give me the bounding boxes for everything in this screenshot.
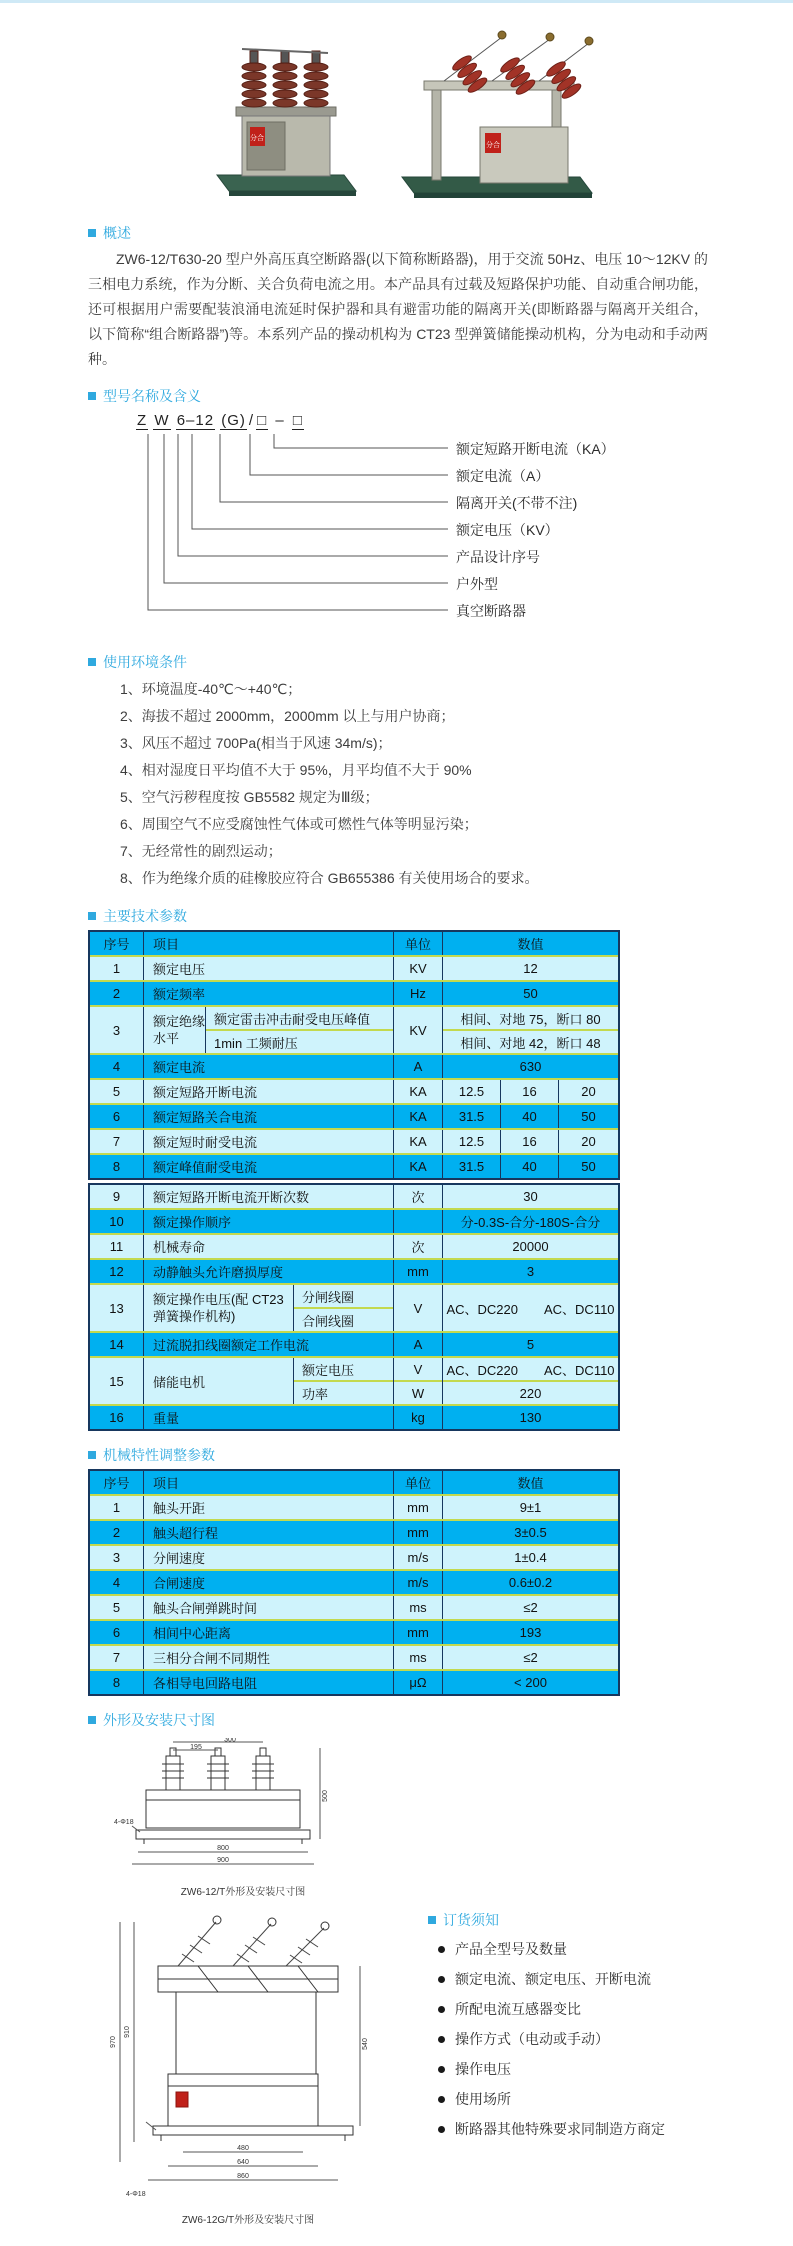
cell-item: 额定短时耐受电流 (144, 1130, 394, 1153)
cell-value: 30 (523, 1189, 538, 1204)
order-item-label: 产品全型号及数量 (455, 1941, 567, 1957)
cell-value: 31.5 (443, 1155, 501, 1178)
cell-unit: mm (394, 1521, 443, 1544)
cell-subitem: 合闸线圈 (294, 1307, 393, 1331)
model-token: 6–12 (176, 412, 215, 429)
section-bullet-icon (88, 1716, 96, 1724)
model-label: 真空断路器 (456, 603, 526, 619)
col-header-item: 项目 (144, 932, 394, 955)
cell-item-subrows (294, 1358, 393, 1404)
section-bullet-icon (428, 1916, 436, 1924)
section-title: 机械特性调整参数 (103, 1447, 215, 1463)
cell-value: 20000 (512, 1239, 549, 1254)
cell-unit: ms (394, 1596, 443, 1619)
cell-value: 12 (523, 961, 538, 976)
cell-value: < 200 (514, 1675, 547, 1690)
cell-no: 8 (90, 1671, 144, 1694)
cell-no: 7 (90, 1646, 144, 1669)
cell-no: 5 (90, 1080, 144, 1103)
model-labels (456, 436, 615, 625)
table-row (90, 1283, 618, 1331)
env-item: 8、作为绝缘介质的硅橡胶应符合 GB655386 有关使用场合的要求。 (120, 870, 539, 886)
order-item (438, 2054, 708, 2084)
section-title: 外形及安装尺寸图 (103, 1712, 215, 1728)
cell-value: 50 (581, 1159, 596, 1174)
cell-no: 12 (90, 1260, 144, 1283)
dim-label: 860 (237, 2173, 249, 2180)
cell-item: 额定短路开断电流开断次数 (144, 1185, 394, 1208)
cell-subitem: 分闸线圈 (302, 1289, 355, 1305)
cell-value: 0.6±0.2 (508, 1575, 553, 1590)
cell-item-group: 额定操作电压(配 CT23 弹簧操作机构) (144, 1285, 294, 1331)
main-parameters-table (88, 930, 620, 1180)
environment-list (88, 676, 708, 892)
model-label: 产品设计序号 (456, 549, 540, 565)
table-row (90, 1619, 618, 1644)
table-row (90, 1519, 618, 1544)
model-code (136, 412, 304, 429)
product-photos (0, 3, 793, 209)
main-parameters-table-part2 (88, 1183, 620, 1431)
bullet-icon (438, 2096, 445, 2103)
cell-no: 2 (90, 1521, 144, 1544)
order-item (438, 1934, 708, 1964)
cell-unit: 次 (394, 1185, 443, 1208)
cell-value: 分-0.3S-合分-180S-合分 (460, 1215, 601, 1230)
cell-no: 4 (90, 1055, 144, 1078)
cell-value (443, 1007, 618, 1053)
drawing-2-block (98, 1904, 428, 2226)
model-token: W (154, 412, 170, 429)
cell-value: ≤2 (523, 1600, 538, 1615)
env-item: 5、空气污秽程度按 GB5582 规定为Ⅲ级； (120, 789, 379, 805)
cell-value: 193 (519, 1625, 542, 1640)
cell-unit (394, 1358, 443, 1404)
cell-value: 40 (501, 1105, 559, 1128)
order-item (438, 2114, 708, 2144)
col-header-no: 序号 (90, 932, 144, 955)
table-row (90, 1331, 618, 1356)
cell-item: 过流脱扣线圈额定工作电流 (144, 1333, 394, 1356)
cell-no: 13 (90, 1285, 144, 1331)
cell-item: 额定短路关合电流 (144, 1105, 394, 1128)
cell-item-subrows (206, 1007, 393, 1053)
table-row (90, 1128, 618, 1153)
section-model-heading (88, 386, 708, 406)
table-header-row (90, 932, 618, 955)
model-label: 额定短路开断电流（KA） (456, 441, 615, 457)
cell-no: 3 (90, 1007, 144, 1053)
section-overview-heading (88, 223, 708, 243)
table-row (90, 1669, 618, 1694)
cell-no: 2 (90, 982, 144, 1005)
cell-unit: KA (394, 1080, 443, 1103)
cell-value-subrows (443, 1358, 618, 1404)
cell-no: 6 (90, 1105, 144, 1128)
cell-item: 分闸速度 (144, 1546, 394, 1569)
col-header-unit: 单位 (394, 1471, 443, 1494)
cell-item: 额定电压 (144, 957, 394, 980)
table-row (90, 1569, 618, 1594)
col-header-item: 项目 (144, 1471, 394, 1494)
cell-item: 额定峰值耐受电流 (144, 1155, 394, 1178)
cell-unit: m/s (394, 1571, 443, 1594)
section-title: 型号名称及含义 (103, 388, 201, 404)
order-item-label: 额定电流、额定电压、开断电流 (455, 1971, 651, 1987)
cell-item-group: 储能电机 (144, 1358, 294, 1404)
table-row (90, 1404, 618, 1429)
dim-label: 910 (124, 2026, 131, 2038)
dim-label: 480 (237, 2145, 249, 2152)
section-bullet-icon (88, 229, 96, 237)
env-item: 1、环境温度-40℃～+40℃； (120, 681, 302, 697)
table-row (90, 1053, 618, 1078)
env-item: 4、相对湿度日平均值不大于 95%，月平均值不大于 90% (120, 762, 472, 778)
cell-value: 16 (501, 1130, 559, 1153)
table-row (90, 1185, 618, 1208)
cell-item-subrows (294, 1285, 393, 1331)
cell-no: 11 (90, 1235, 144, 1258)
cell-no: 5 (90, 1596, 144, 1619)
model-token: – (275, 412, 285, 429)
bullet-icon (438, 2066, 445, 2073)
cell-unit: ms (394, 1646, 443, 1669)
model-label: 额定电流（A） (456, 468, 550, 484)
model-label: 户外型 (456, 576, 498, 592)
cell-subunit: W (394, 1380, 442, 1404)
cell-no: 9 (90, 1185, 144, 1208)
col-header-value: 数值 (517, 937, 544, 952)
bullet-icon (438, 2036, 445, 2043)
cell-no: 10 (90, 1210, 144, 1233)
table-row (90, 1078, 618, 1103)
env-item: 2、海拔不超过 2000mm，2000mm 以上与用户协商； (120, 708, 455, 724)
section-drawings-heading (88, 1710, 708, 1730)
cell-value: 1±0.4 (514, 1550, 547, 1565)
cell-subunit: V (413, 1361, 423, 1377)
section-title: 使用环境条件 (103, 654, 187, 670)
dim-label: 300 (224, 1738, 236, 1744)
model-label: 隔离开关(不带不注) (456, 495, 578, 511)
env-item: 6、周围空气不应受腐蚀性气体或可燃性气体等明显污染； (120, 816, 478, 832)
cell-value: 50 (581, 1109, 596, 1124)
cell-value: 3 (526, 1264, 535, 1279)
section-bullet-icon (88, 912, 96, 920)
table-row (90, 1233, 618, 1258)
cell-no: 1 (90, 957, 144, 980)
order-item-label: 操作电压 (455, 2061, 511, 2077)
breaker-photo-right (384, 23, 602, 209)
cell-subvalue: 相间、对地 42，断口 48 (443, 1029, 618, 1053)
cell-no: 15 (90, 1358, 144, 1404)
cell-item: 合闸速度 (144, 1571, 394, 1594)
table-row (90, 1494, 618, 1519)
table-row (90, 1594, 618, 1619)
cell-value: 12.5 (443, 1080, 501, 1103)
cell-unit: 次 (394, 1235, 443, 1258)
section-title: 概述 (103, 225, 131, 241)
cell-unit: KV (394, 957, 443, 980)
dim-label: 195 (190, 1744, 202, 1751)
cell-unit: A (394, 1333, 443, 1356)
cell-subvalue: AC、DC220 AC、DC110 (446, 1362, 615, 1378)
outline-drawing-2 (98, 1904, 398, 2204)
cell-value: 5 (526, 1337, 535, 1352)
env-item: 7、无经常性的剧烈运动； (120, 843, 282, 859)
cell-item (144, 1358, 394, 1404)
order-item (438, 1964, 708, 1994)
cell-value: 630 (519, 1059, 542, 1074)
badge-label: 分合 (249, 135, 264, 142)
cell-unit: mm (394, 1260, 443, 1283)
cell-unit: V (394, 1285, 443, 1331)
cell-unit: m/s (394, 1546, 443, 1569)
model-token: □ (292, 412, 303, 429)
dim-label: 640 (237, 2159, 249, 2166)
mechanical-parameters-table (88, 1469, 620, 1696)
ordering-list (428, 1934, 708, 2144)
order-item-label: 操作方式（电动或手动） (455, 2031, 609, 2047)
cell-unit (394, 1210, 443, 1233)
cell-value: 31.5 (443, 1105, 501, 1128)
section-bullet-icon (88, 392, 96, 400)
model-branch-lines (88, 434, 708, 634)
dim-label: 900 (217, 1857, 229, 1864)
table-row (90, 1103, 618, 1128)
cell-unit: mm (394, 1621, 443, 1644)
cell-unit: Hz (394, 982, 443, 1005)
table-row (90, 1644, 618, 1669)
dim-label: 970 (110, 2036, 117, 2048)
cell-no: 3 (90, 1546, 144, 1569)
section-mech-table-heading (88, 1445, 708, 1465)
cell-unit: KA (394, 1105, 443, 1128)
section-bullet-icon (88, 1451, 96, 1459)
cell-item: 额定操作顺序 (144, 1210, 394, 1233)
table-row (90, 1544, 618, 1569)
table-row (90, 1153, 618, 1178)
cell-item: 触头合闸弹跳时间 (144, 1596, 394, 1619)
cell-unit-subrows (394, 1358, 442, 1404)
cell-value: AC、DC220 AC、DC110 (446, 1301, 615, 1317)
order-item (438, 2024, 708, 2054)
cell-subitem: 1min 工频耐压 (206, 1029, 393, 1053)
dim-note: 4-Φ18 (114, 1819, 134, 1826)
cell-no: 6 (90, 1621, 144, 1644)
cell-value-subrows (443, 1007, 618, 1053)
cell-item: 相间中心距离 (144, 1621, 394, 1644)
dim-label: 800 (217, 1845, 229, 1852)
dim-note: 4-Φ18 (126, 2191, 146, 2198)
cell-subitem: 额定电压 (302, 1362, 355, 1378)
cell-no: 4 (90, 1571, 144, 1594)
drawing-1-caption: ZW6-12/T外形及安装尺寸图 (180, 1887, 306, 1898)
cell-unit: KA (394, 1130, 443, 1153)
col-header-no: 序号 (90, 1471, 144, 1494)
cell-no: 16 (90, 1406, 144, 1429)
table-row (90, 955, 618, 980)
cell-item (144, 1007, 394, 1053)
table-row (90, 1356, 618, 1404)
cell-value (443, 1358, 618, 1404)
model-token: (G) (221, 412, 246, 429)
drawing-2-caption: ZW6-12G/T外形及安装尺寸图 (181, 2215, 315, 2226)
cell-no: 1 (90, 1496, 144, 1519)
breaker-photo-left (192, 23, 370, 209)
cell-item: 机械寿命 (144, 1235, 394, 1258)
model-token: □ (257, 412, 268, 429)
cell-value: 12.5 (443, 1130, 501, 1153)
cell-value: 20 (581, 1134, 596, 1149)
table-row (90, 1258, 618, 1283)
cell-item-group: 额定绝缘水平 (144, 1007, 206, 1053)
cell-item (144, 1285, 394, 1331)
table-row (90, 1208, 618, 1233)
order-item (438, 2084, 708, 2114)
model-token: Z (137, 412, 148, 429)
bullet-icon (438, 2006, 445, 2013)
section-title: 主要技术参数 (103, 908, 187, 924)
cell-item: 额定短路开断电流 (144, 1080, 394, 1103)
order-item-label: 使用场所 (455, 2091, 511, 2107)
section-bullet-icon (88, 658, 96, 666)
cell-item: 各相导电回路电阻 (144, 1671, 394, 1694)
cell-unit: KA (394, 1155, 443, 1178)
dim-label: 540 (362, 2038, 369, 2050)
cell-item: 触头开距 (144, 1496, 394, 1519)
col-header-unit: 单位 (394, 932, 443, 955)
env-item: 3、风压不超过 700Pa(相当于风速 34m/s)； (120, 735, 392, 751)
bullet-icon (438, 1946, 445, 1953)
cell-value: 130 (519, 1410, 542, 1425)
badge-label: 分合 (485, 142, 500, 149)
section-title: 订货须知 (443, 1912, 499, 1928)
outline-drawing-1 (108, 1738, 378, 1876)
model-label: 额定电压（KV） (456, 522, 559, 538)
cell-value: 16 (501, 1080, 559, 1103)
cell-subvalue: 相间、对地 75，断口 80 (460, 1011, 601, 1027)
cell-no: 7 (90, 1130, 144, 1153)
cell-item: 触头超行程 (144, 1521, 394, 1544)
cell-unit: A (394, 1055, 443, 1078)
section-main-table-heading (88, 906, 708, 926)
cell-value: 40 (501, 1155, 559, 1178)
bullet-icon (438, 1976, 445, 1983)
cell-item: 动静触头允许磨损厚度 (144, 1260, 394, 1283)
table-row (90, 1005, 618, 1053)
cell-unit: KV (394, 1007, 443, 1053)
cell-value: 50 (523, 986, 538, 1001)
section-environment-heading (88, 652, 708, 672)
bottom-columns (88, 1904, 708, 2226)
cell-subitem: 额定雷击冲击耐受电压峰值 (214, 1011, 371, 1027)
bullet-icon (438, 2126, 445, 2133)
order-item-label: 所配电流互感器变比 (455, 2001, 581, 2017)
model-diagram (88, 410, 708, 638)
cell-item: 三相分合闸不同期性 (144, 1646, 394, 1669)
cell-unit: μΩ (394, 1671, 443, 1694)
overview-paragraph: ZW6-12/T630-20 型户外高压真空断路器(以下简称断路器)，用于交流 50Hz、电压 10～12KV 的 三相电力系统，作为分断、关合负荷电流之用。本产品具有过载及短路保护功能、自动重合闸功能， 还可根据用户需要配装浪涌电流延时保护器和具有避雷功能的隔离开关(即断路器与隔离开关组合， 以下简称“组合断路器”)等。本系列产品的操动机构为 CT23 型弹簧储能操动机构，分为电动和手动两种。 (88, 251, 708, 367)
dim-label: 500 (322, 1790, 329, 1802)
cell-value: 3±0.5 (514, 1525, 547, 1540)
cell-value: 20 (581, 1084, 596, 1099)
order-item (438, 1994, 708, 2024)
cell-unit: kg (394, 1406, 443, 1429)
cell-no: 8 (90, 1155, 144, 1178)
order-item-label: 断路器其他特殊要求同制造方商定 (455, 2121, 665, 2137)
cell-no: 14 (90, 1333, 144, 1356)
cell-item: 额定频率 (144, 982, 394, 1005)
ordering-section (428, 1910, 708, 2226)
col-header-value: 数值 (517, 1476, 544, 1491)
cell-subvalue: 220 (443, 1380, 618, 1404)
cell-item: 重量 (144, 1406, 394, 1429)
drawing-1-block (108, 1738, 388, 1898)
table-row (90, 980, 618, 1005)
cell-item: 额定电流 (144, 1055, 394, 1078)
cell-unit: mm (394, 1496, 443, 1519)
section-ordering-heading (428, 1910, 708, 1930)
cell-subitem: 功率 (294, 1380, 393, 1404)
cell-value: 9±1 (519, 1500, 542, 1515)
table-header-row (90, 1471, 618, 1494)
model-token: / (248, 412, 255, 429)
cell-value: ≤2 (523, 1650, 538, 1665)
